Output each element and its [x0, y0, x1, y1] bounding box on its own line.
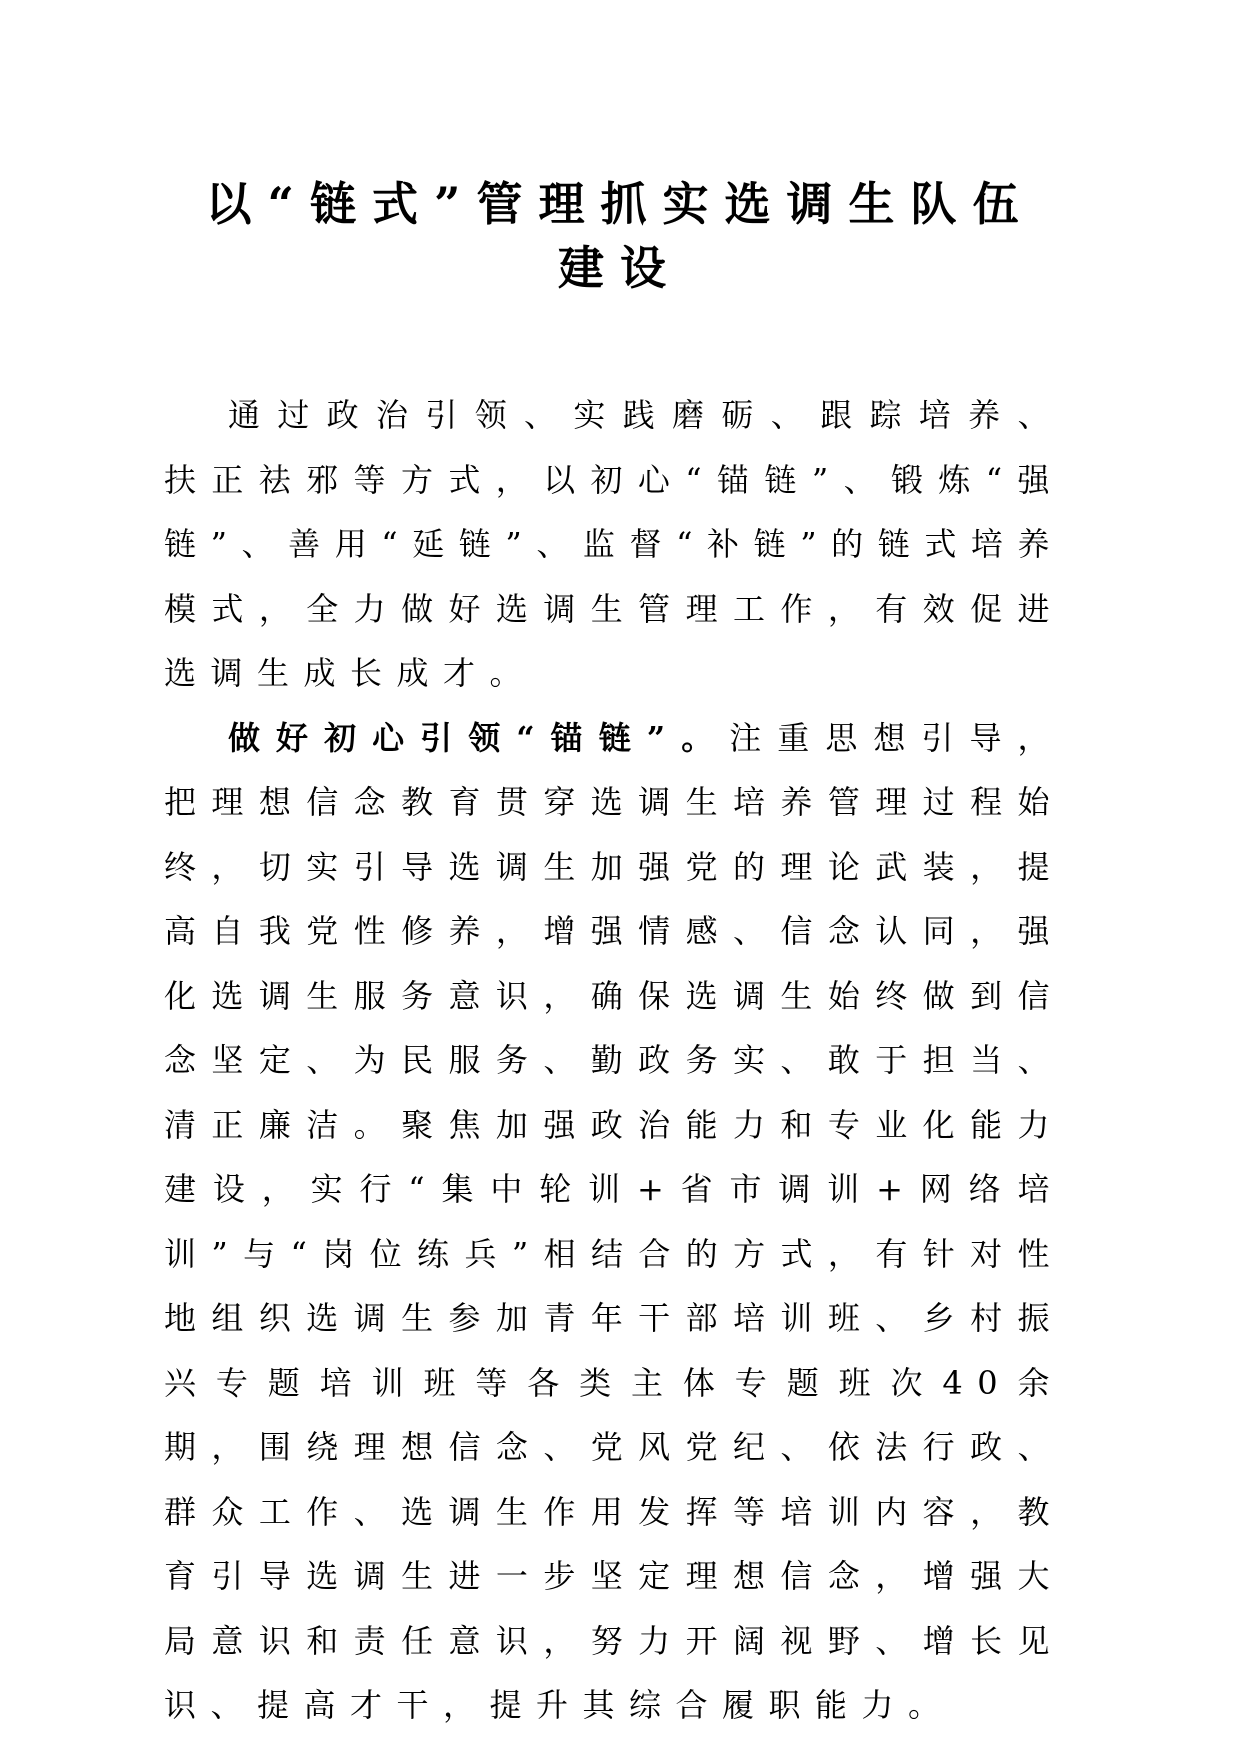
title-line-1: 以“链式”管理抓实选调生队伍: [205, 177, 1035, 231]
document-body: [164, 383, 1064, 1738]
paragraph-anchor-chain: [164, 706, 1064, 1738]
document-title: [150, 172, 1090, 300]
title-line-2: 建设: [558, 241, 682, 295]
paragraph-text: 通过政治引领、实践磨砺、跟踪培养、扶正祛邪等方式，以初心“锚链”、锻炼“强链”、善用“延链”、监督“补链”的链式培养模式，全力做好选调生管理工作，有效促进选调生成长成才。: [164, 396, 1064, 692]
paragraph-text: 注重思想引导，把理想信念教育贯穿选调生培养管理过程始终，切实引导选调生加强党的理论武装，提高自我党性修养，增强情感、信念认同，强化选调生服务意识，确保选调生始终做到信念坚定、为民服务、勤政务实、敢于担当、清正廉洁。聚焦加强政治能力和专业化能力建设，实行“集中轮训+省市调训+网络培训”与“岗位练兵”相结合的方式，有针对性地组织选调生参加青年干部培训班、乡村振兴专题培训班等各类主体专题班次40余期，围绕理想信念、党风党纪、依法行政、群众工作、选调生作用发挥等培训内容，教育引导选调生进一步坚定理想信念，增强大局意识和责任意识，努力开阔视野、增长见识、提高才干，提升其综合履职能力。: [164, 718, 1064, 1724]
paragraph-intro: [164, 383, 1064, 706]
paragraph-lead: 做好初心引领“锚链”。: [228, 718, 730, 757]
